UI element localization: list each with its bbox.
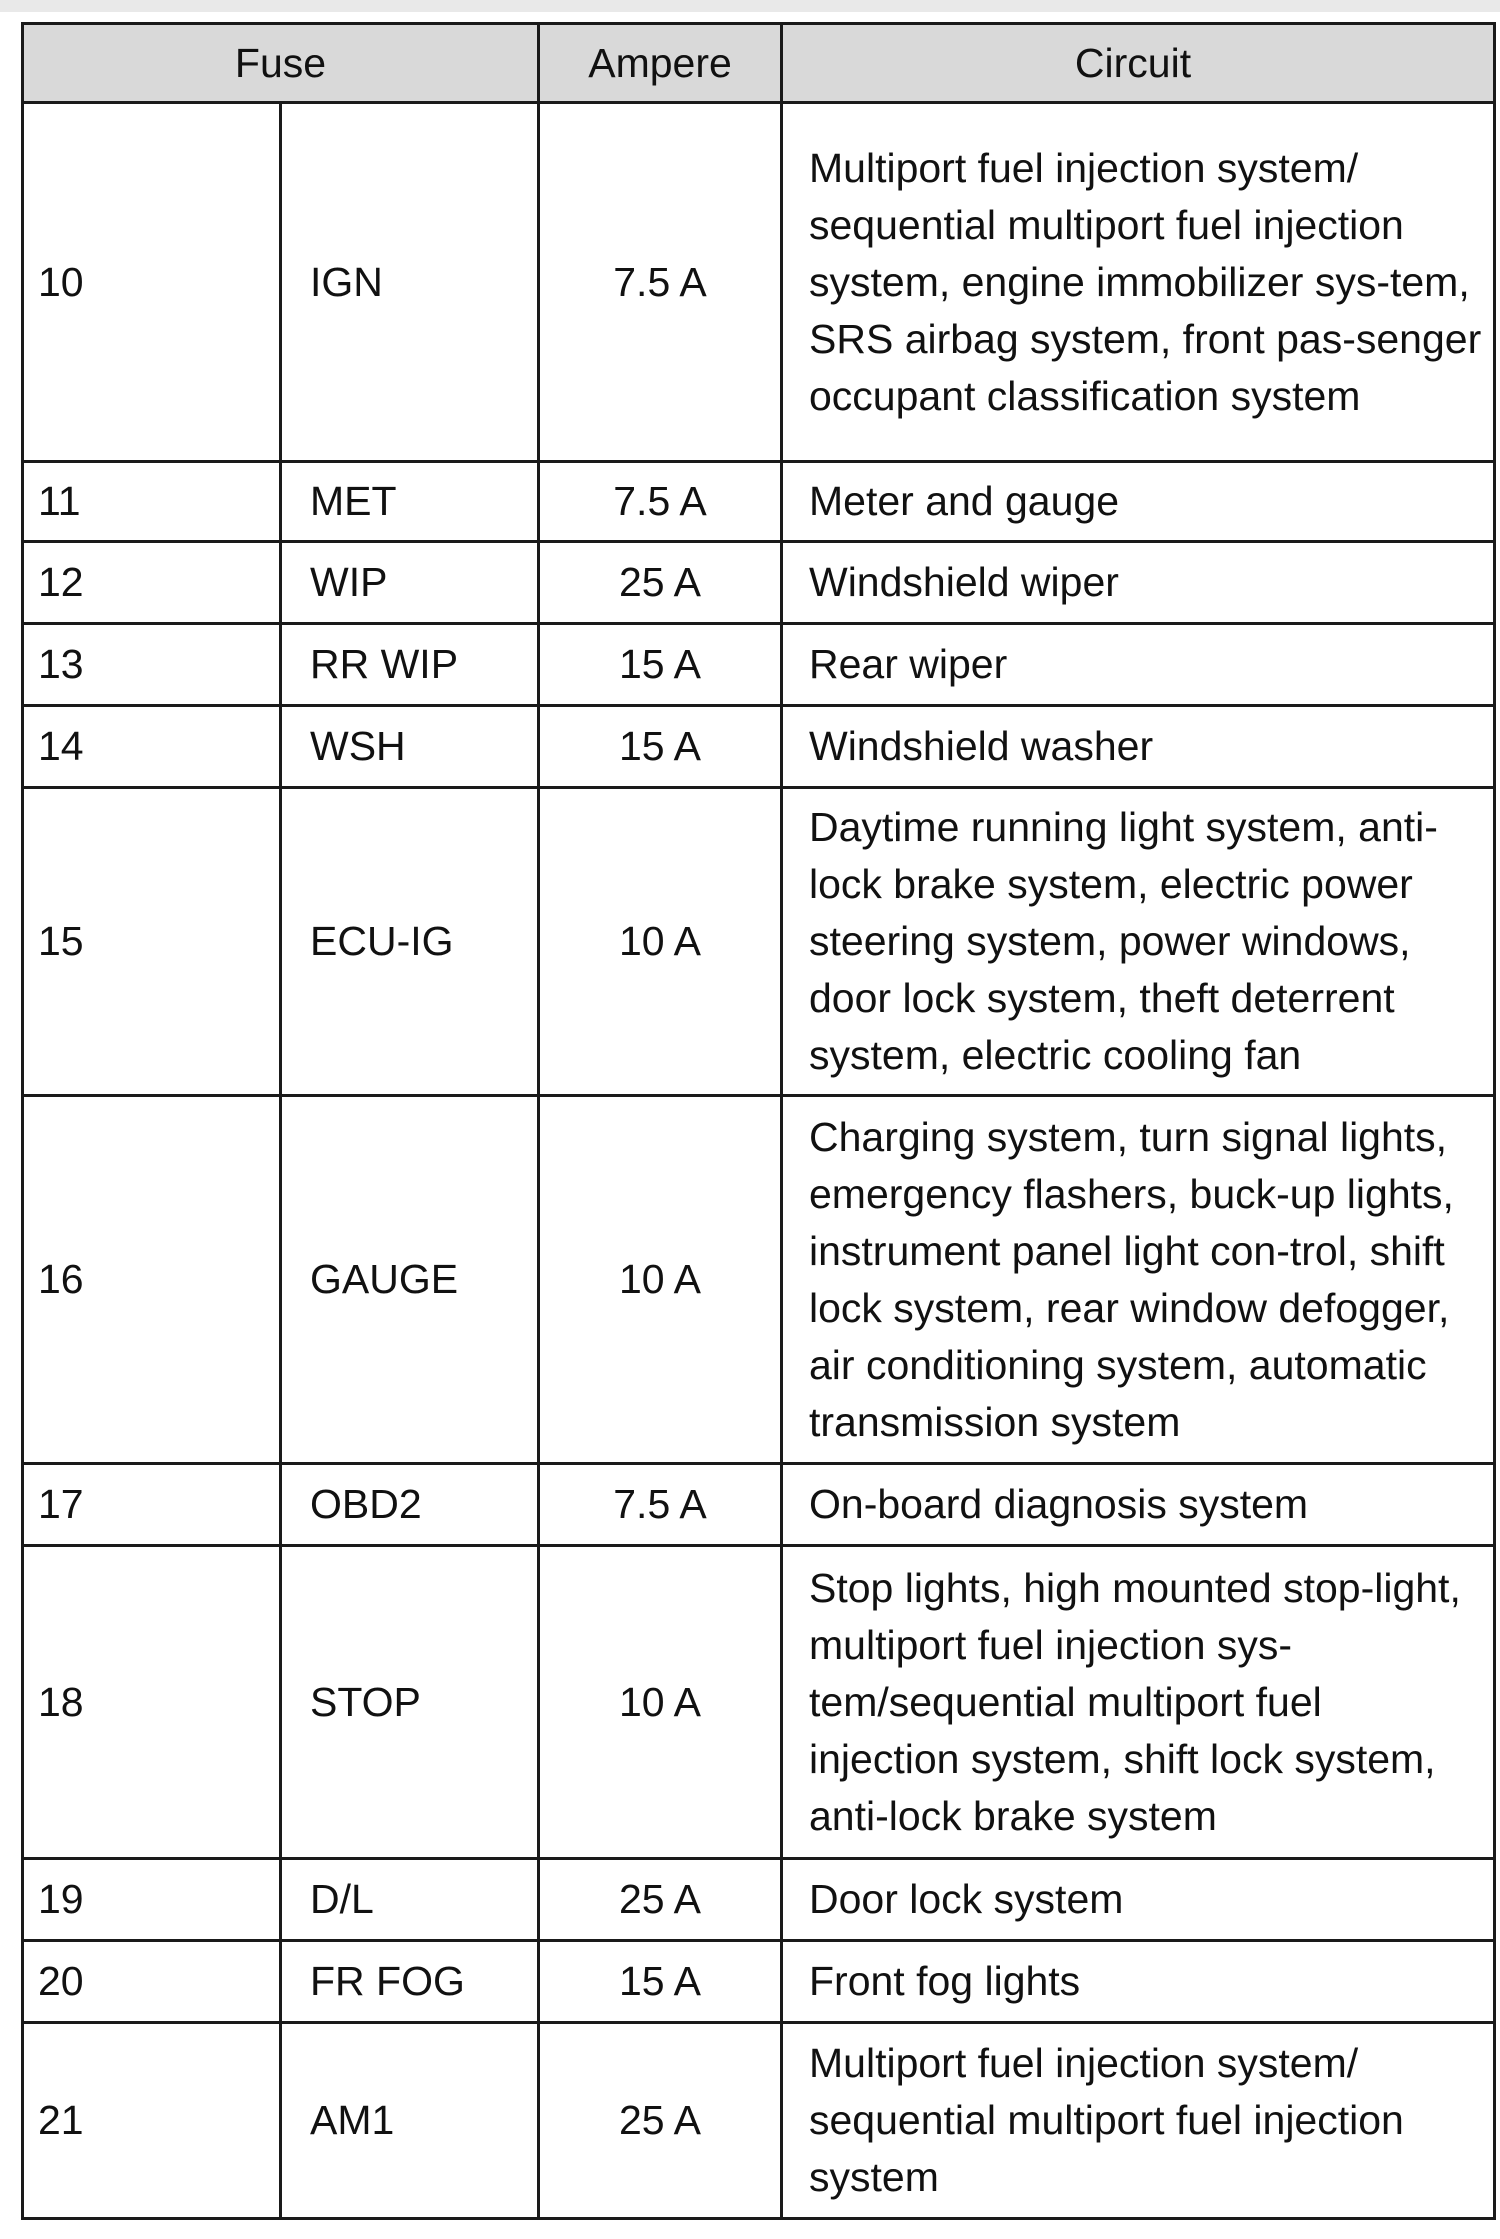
fuse-number: 13 (23, 624, 281, 706)
table-row (23, 103, 1495, 462)
fuse-number: 14 (23, 706, 281, 788)
header-row (23, 24, 1495, 103)
header-ampere: Ampere (539, 24, 782, 103)
fuse-name: RR WIP (281, 624, 539, 706)
fuse-number: 17 (23, 1464, 281, 1546)
fuse-ampere: 15 A (539, 624, 782, 706)
fuse-ampere: 7.5 A (539, 462, 782, 542)
header-circuit: Circuit (782, 24, 1495, 103)
fuse-name: WSH (281, 706, 539, 788)
fuse-ampere: 10 A (539, 788, 782, 1096)
fuse-circuit: Rear wiper (782, 624, 1495, 706)
table-row (23, 2023, 1495, 2219)
fuse-number: 18 (23, 1546, 281, 1859)
fuse-name: GAUGE (281, 1096, 539, 1464)
fuse-circuit: Windshield wiper (782, 542, 1495, 624)
fuse-name: ECU-IG (281, 788, 539, 1096)
fuse-name: OBD2 (281, 1464, 539, 1546)
fuse-ampere: 25 A (539, 2023, 782, 2219)
table-row (23, 1941, 1495, 2023)
table-row (23, 1859, 1495, 1941)
fuse-number: 10 (23, 103, 281, 462)
fuse-ampere: 7.5 A (539, 1464, 782, 1546)
fuse-ampere: 7.5 A (539, 103, 782, 462)
fuse-name: IGN (281, 103, 539, 462)
fuse-table (21, 22, 1496, 2220)
table-header (23, 24, 1495, 103)
fuse-name: MET (281, 462, 539, 542)
fuse-name: AM1 (281, 2023, 539, 2219)
fuse-number: 16 (23, 1096, 281, 1464)
table-row (23, 706, 1495, 788)
fuse-number: 21 (23, 2023, 281, 2219)
fuse-circuit: Stop lights, high mounted stop-light, multiport fuel injection sys-tem/sequential multiport fuel injection system, shift lock system, anti-lock brake system (782, 1546, 1495, 1859)
table-row (23, 462, 1495, 542)
table-row (23, 542, 1495, 624)
fuse-circuit: Door lock system (782, 1859, 1495, 1941)
fuse-circuit: Multiport fuel injection system/ sequential multiport fuel injection system (782, 2023, 1495, 2219)
fuse-circuit: On-board diagnosis system (782, 1464, 1495, 1546)
top-border-strip (0, 0, 1500, 12)
table-row (23, 1464, 1495, 1546)
fuse-name: WIP (281, 542, 539, 624)
fuse-number: 19 (23, 1859, 281, 1941)
table-body (23, 103, 1495, 2219)
header-fuse: Fuse (23, 24, 539, 103)
fuse-ampere: 25 A (539, 542, 782, 624)
table-row (23, 624, 1495, 706)
fuse-ampere: 10 A (539, 1096, 782, 1464)
fuse-name: D/L (281, 1859, 539, 1941)
fuse-circuit: Windshield washer (782, 706, 1495, 788)
fuse-ampere: 25 A (539, 1859, 782, 1941)
table-row (23, 1096, 1495, 1464)
fuse-ampere: 15 A (539, 706, 782, 788)
table-row (23, 1546, 1495, 1859)
fuse-name: STOP (281, 1546, 539, 1859)
fuse-number: 12 (23, 542, 281, 624)
fuse-number: 20 (23, 1941, 281, 2023)
fuse-circuit: Charging system, turn signal lights, emergency flashers, buck-up lights, instrument panel light con-trol, shift lock system, rear window defogger, air conditioning system, automatic transmission system (782, 1096, 1495, 1464)
fuse-circuit: Daytime running light system, anti-lock brake system, electric power steering system, power windows, door lock system, theft deterrent system, electric cooling fan (782, 788, 1495, 1096)
fuse-circuit: Front fog lights (782, 1941, 1495, 2023)
fuse-ampere: 15 A (539, 1941, 782, 2023)
fuse-circuit: Meter and gauge (782, 462, 1495, 542)
table-row (23, 788, 1495, 1096)
fuse-number: 15 (23, 788, 281, 1096)
fuse-circuit: Multiport fuel injection system/ sequential multiport fuel injection system, engine immobilizer sys-tem, SRS airbag system, front pas-senger occupant classification system (782, 103, 1495, 462)
fuse-name: FR FOG (281, 1941, 539, 2023)
fuse-ampere: 10 A (539, 1546, 782, 1859)
fuse-number: 11 (23, 462, 281, 542)
